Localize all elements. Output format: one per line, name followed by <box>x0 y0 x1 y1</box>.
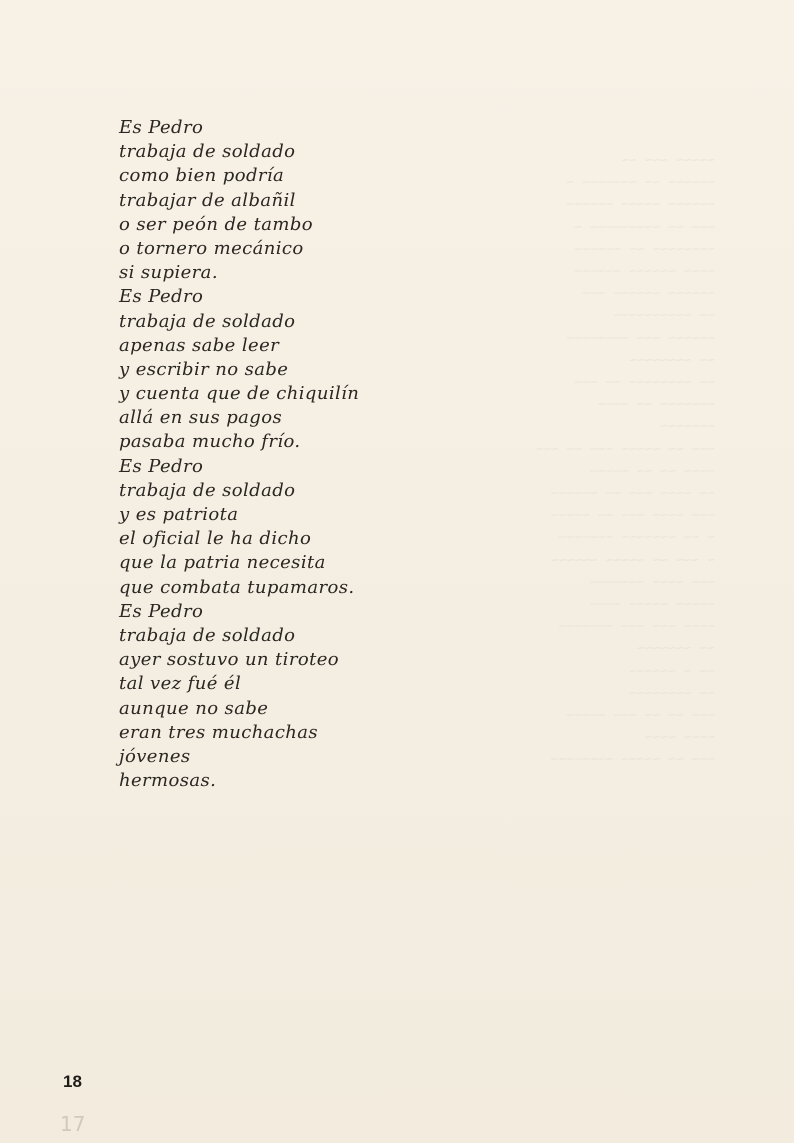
poem-line: si supiera. <box>119 262 218 284</box>
bleed-through-text: ~~~~~ ~~~ ~~ ~~~~~~ ~~ ~~~~~~~ ~ ~~~~~~ ~~~~~ ~~~~~~ ~~~ ~~ ~~~~~~~~~ ~ ~~~~~~~~ ~~ ~~~~~~ ~~~~ ~~~~~~ ~~~~~~ ~~~~~~ ~~~~~~ ~~~ ~~ ~~~~~~~~~~ ~~~~~~ ~~~ ~~~~~~~~ ~~ ~~~~~~~~ ~~ ~~~~~~~~ ~~ ~~~ ~~~~~~~ ~~ ~~~~ ~~~~~~~ ~~~ ~~ ~~~~~ ~~~ ~~ ~~~ ~~~~ ~~ ~~ ~~~~~ ~~ ~~~~ ~~~ ~~ ~~~~~~ ~~~ ~~~~ ~~~ ~~ ~~~~~ ~ ~~ ~~~~~~~ ~~~~~~~ ~ ~~~ ~~ ~~~~~ ~~~~~~ ~~~ ~~~~ ~~~~~~~ ~~~~~ ~~~~~ ~~~~ ~~~~ ~~~ ~~~ ~~~~~~~ ~~ ~~~~~~~ ~~ ~ ~~~~~~ ~~ ~~~~~~~~ ~~~ ~~ ~~ ~~~ ~~~~~ ~~~~ ~~~~ ~~~ ~~ ~~~~~ ~~~~~~~~ <box>534 153 715 768</box>
poem-line: y escribir no sabe <box>119 358 289 380</box>
poem-line: tal vez fué él <box>119 673 242 695</box>
poem-line: el oficial le ha dicho <box>119 528 312 550</box>
poem-line: trabaja de soldado <box>119 624 296 646</box>
poem-line: apenas sabe leer <box>119 334 280 356</box>
poem-line: Es Pedro <box>119 117 204 138</box>
poem <box>119 116 559 793</box>
page-number: 18 <box>63 1072 82 1091</box>
poem-line: pasaba mucho frío. <box>119 431 301 453</box>
poem-line: allá en sus pagos <box>119 407 283 429</box>
poem-line: trabaja de soldado <box>119 310 296 332</box>
poem-line: y es patriota <box>119 504 239 525</box>
poem-line: ayer sostuvo un tiroteo <box>119 649 340 671</box>
poem-line: que combata tupamaros. <box>119 576 355 598</box>
poem-line: que la patria necesita <box>119 552 326 574</box>
poem-line: eran tres muchachas <box>119 721 319 743</box>
poem-line: y cuenta que de chiquilín <box>119 383 360 405</box>
poem-line: hermosas. <box>119 770 217 792</box>
poem-line: trabajar de albañil <box>119 189 296 211</box>
poem-line: Es Pedro <box>119 286 204 308</box>
poem-line: trabaja de soldado <box>119 479 296 501</box>
poem-line: o ser peón de tambo <box>119 213 313 235</box>
poem-line: como bien podría <box>119 165 285 187</box>
poem-line: trabaja de soldado <box>119 141 296 163</box>
poem-line: o tornero mecánico <box>119 237 304 259</box>
poem-line: jóvenes <box>119 745 191 767</box>
pencil-page-mark: 17 <box>60 1112 86 1136</box>
poem-line: aunque no sabe <box>119 697 269 719</box>
poem-line: Es Pedro <box>119 600 204 622</box>
poem-line: Es Pedro <box>119 455 204 477</box>
